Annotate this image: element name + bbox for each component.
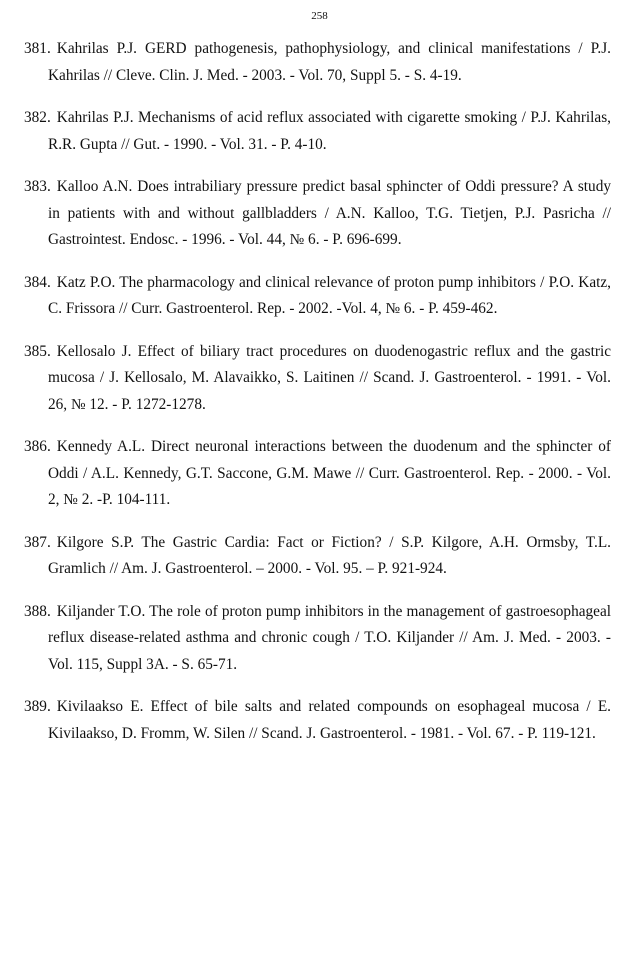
reference-number: 383.: [24, 178, 51, 195]
page-number: 258: [311, 10, 328, 22]
reference-number: 386.: [24, 438, 51, 455]
reference-item: [24, 270, 611, 323]
reference-number: 385.: [24, 342, 51, 360]
reference-item: [24, 694, 611, 747]
reference-number: 382.: [24, 109, 51, 126]
reference-number: 381.: [24, 40, 51, 57]
reference-text: Kilgore S.P. The Gastric Cardia: Fact or Fiction? / S.P. Kilgore, A.H. Ormsby, T.L. Gramlich // Am. J. Gastroenterol. – 2000. - Vol. 95. – P. 921-924.: [48, 533, 611, 577]
reference-number: 384.: [24, 273, 51, 291]
reference-item: [24, 599, 611, 679]
reference-text: Kiljander T.O. The role of proton pump inhibitors in the management of gastroesophageal reflux disease-related asthma and chronic cough / T.O. Kiljander // Am. J. Med. - 2003. - Vol. 115, Suppl 3A. - S. 65-71.: [48, 602, 611, 673]
reference-text: Kalloo A.N. Does intrabiliary pressure predict basal sphincter of Oddi pressure? A study in patients with and without gallbladders / A.N. Kalloo, T.G. Tietjen, P.J. Pasricha // Gastrointest. Endosc. - 1996. - Vol. 44, № 6. - P. 696-699.: [48, 178, 611, 248]
reference-text: Kellosalo J. Effect of biliary tract procedures on duodenogastric reflux and the gastric mucosa / J. Kellosalo, M. Alavaikko, S. Laitinen // Scand. J. Gastroenterol. - 1991. - Vol. 26, № 12. - P. 1272-1278.: [48, 342, 611, 413]
reference-list: [24, 36, 611, 763]
reference-item: [24, 174, 611, 254]
reference-number: 387.: [24, 533, 51, 551]
reference-item: [24, 36, 611, 89]
reference-text: Kennedy A.L. Direct neuronal interactions between the duodenum and the sphincter of Oddi / A.L. Kennedy, G.T. Saccone, G.M. Mawe // Curr. Gastroenterol. Rep. - 2000. - Vol. 2, № 2. -P. 104-111.: [48, 438, 611, 508]
reference-number: 388.: [24, 602, 51, 620]
reference-item: [24, 434, 611, 514]
reference-item: [24, 105, 611, 158]
reference-text: Kahrilas P.J. GERD pathogenesis, pathophysiology, and clinical manifestations / P.J. Kahrilas // Cleve. Clin. J. Med. - 2003. - Vol. 70, Suppl 5. - S. 4-19.: [48, 40, 611, 84]
reference-number: 389.: [24, 698, 51, 715]
reference-text: Katz P.O. The pharmacology and clinical relevance of proton pump inhibitors / P.O. Katz, C. Frissora // Curr. Gastroenterol. Rep. - 2002. -Vol. 4, № 6. - P. 459-462.: [48, 273, 611, 317]
reference-text: Kivilaakso E. Effect of bile salts and related compounds on esophageal mucosa / E. Kivilaakso, D. Fromm, W. Silen // Scand. J. Gastroenterol. - 1981. - Vol. 67. - P. 119-121.: [48, 698, 611, 742]
reference-item: [24, 530, 611, 583]
reference-item: [24, 339, 611, 419]
reference-text: Kahrilas P.J. Mechanisms of acid reflux associated with cigarette smoking / P.J. Kahrilas, R.R. Gupta // Gut. - 1990. - Vol. 31. - P. 4-10.: [48, 109, 611, 153]
